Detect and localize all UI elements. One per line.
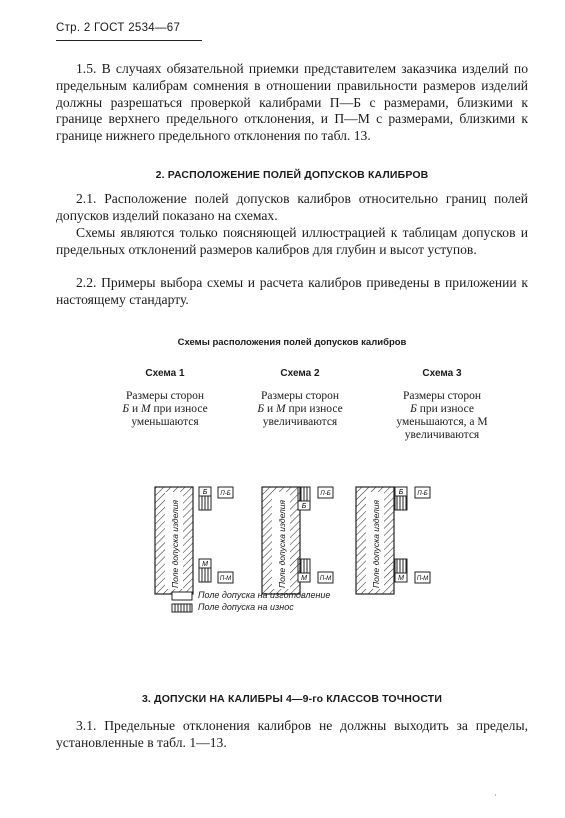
scheme-1-wear-m xyxy=(199,568,211,582)
scheme-2-product-zone-label: Поле допуска изделия xyxy=(277,499,287,588)
legend-manufacture-swatch xyxy=(172,592,192,600)
scheme-1-product-zone-label: Поле допуска изделия xyxy=(170,499,180,588)
section-3-heading: 3. ДОПУСКИ НА КАЛИБРЫ 4—9-го КЛАССОВ ТОЧНОСТИ xyxy=(141,693,443,705)
legend-wear-label: Поле допуска на износ xyxy=(198,602,294,612)
scheme-3-gauge-m-label: М xyxy=(398,575,404,582)
scheme-3-gauge-pb-label: П-Б xyxy=(417,491,428,497)
scheme-1-graphic xyxy=(155,487,233,594)
paragraph-3-1: 3.1. Предельные отклонения калибров не должны выходить за пределы, установленные в табл. 1—13. xyxy=(56,718,528,750)
scheme-3-gauge-b-label: Б xyxy=(398,489,404,496)
diagram-legend xyxy=(172,592,192,612)
page-mark: · xyxy=(494,790,497,800)
legend-wear-swatch xyxy=(172,604,192,612)
scheme-1-gauge-b-label: Б xyxy=(202,489,208,496)
scheme-2-gauge-pb-label: П-Б xyxy=(320,491,331,497)
schemes-caption: Схемы расположения полей допусков калибров xyxy=(177,337,407,348)
scheme-2-graphic xyxy=(262,487,333,594)
paragraph-2-1: 2.1. Расположение полей допусков калибров относительно границ полей допусков изделий показано на схемах. xyxy=(56,191,528,223)
scheme-3-title: Схема 3 xyxy=(422,368,462,379)
scheme-3-product-zone-label: Поле допуска изделия xyxy=(371,499,381,588)
scheme-3-gauge-pm-label: П-М xyxy=(416,576,429,582)
scheme-2-title: Схема 2 xyxy=(280,368,320,379)
scheme-2-gauge-b-label: Б xyxy=(301,503,307,510)
scheme-2-gauge-pm-label: П-М xyxy=(319,576,332,582)
scheme-3-wear-m xyxy=(395,559,407,573)
paragraph-2-2: 2.2. Примеры выбора схемы и расчета калибров приведены в приложении к настоящему стандарту. xyxy=(56,275,528,307)
scheme-2-gauge-m-label: М xyxy=(301,575,307,582)
paragraph-schemes-note: Схемы являются только поясняющей иллюстрацией к таблицам допусков и предельных отклонений размеров калибров для глубин и высот уступов. xyxy=(56,225,528,257)
scheme-3-graphic xyxy=(356,487,430,594)
scheme-1-description: Размеры сторон Б и М при износе уменьшаются xyxy=(122,390,208,428)
scheme-2-wear-m xyxy=(298,559,310,573)
scheme-1-gauge-pb-label: П-Б xyxy=(220,491,231,497)
scheme-2-description: Размеры сторон Б и М при износе увеличиваются xyxy=(257,390,343,428)
scheme-1-gauge-m-label: М xyxy=(202,561,208,568)
scheme-2-wear-b xyxy=(298,487,310,501)
legend-manufacture-label: Поле допуска на изготовление xyxy=(198,590,331,600)
section-2-heading: 2. РАСПОЛОЖЕНИЕ ПОЛЕЙ ДОПУСКОВ КАЛИБРОВ xyxy=(155,169,429,181)
scheme-1-wear-b xyxy=(199,496,211,510)
scheme-3-description: Размеры сторон Б при износе уменьшаются, а М увеличиваются xyxy=(396,390,488,441)
scheme-3-wear-b xyxy=(395,496,407,510)
scheme-1-gauge-pm-label: П-М xyxy=(219,576,232,582)
scheme-1-title: Схема 1 xyxy=(145,368,185,379)
paragraph-1-5: 1.5. В случаях обязательной приемки представителем заказчика изделий по предельным калибрам сомнения в отношении правильности размеров изделий должны разрешаться проверкой калибрами П—Б с размерами, близкими к границе верхнего предельного отклонения, и П—М с размерами, близкими к границе нижнего предельного отклонения по табл. 13. xyxy=(56,61,528,144)
page-header: Стр. 2 ГОСТ 2534—67 xyxy=(56,22,181,34)
